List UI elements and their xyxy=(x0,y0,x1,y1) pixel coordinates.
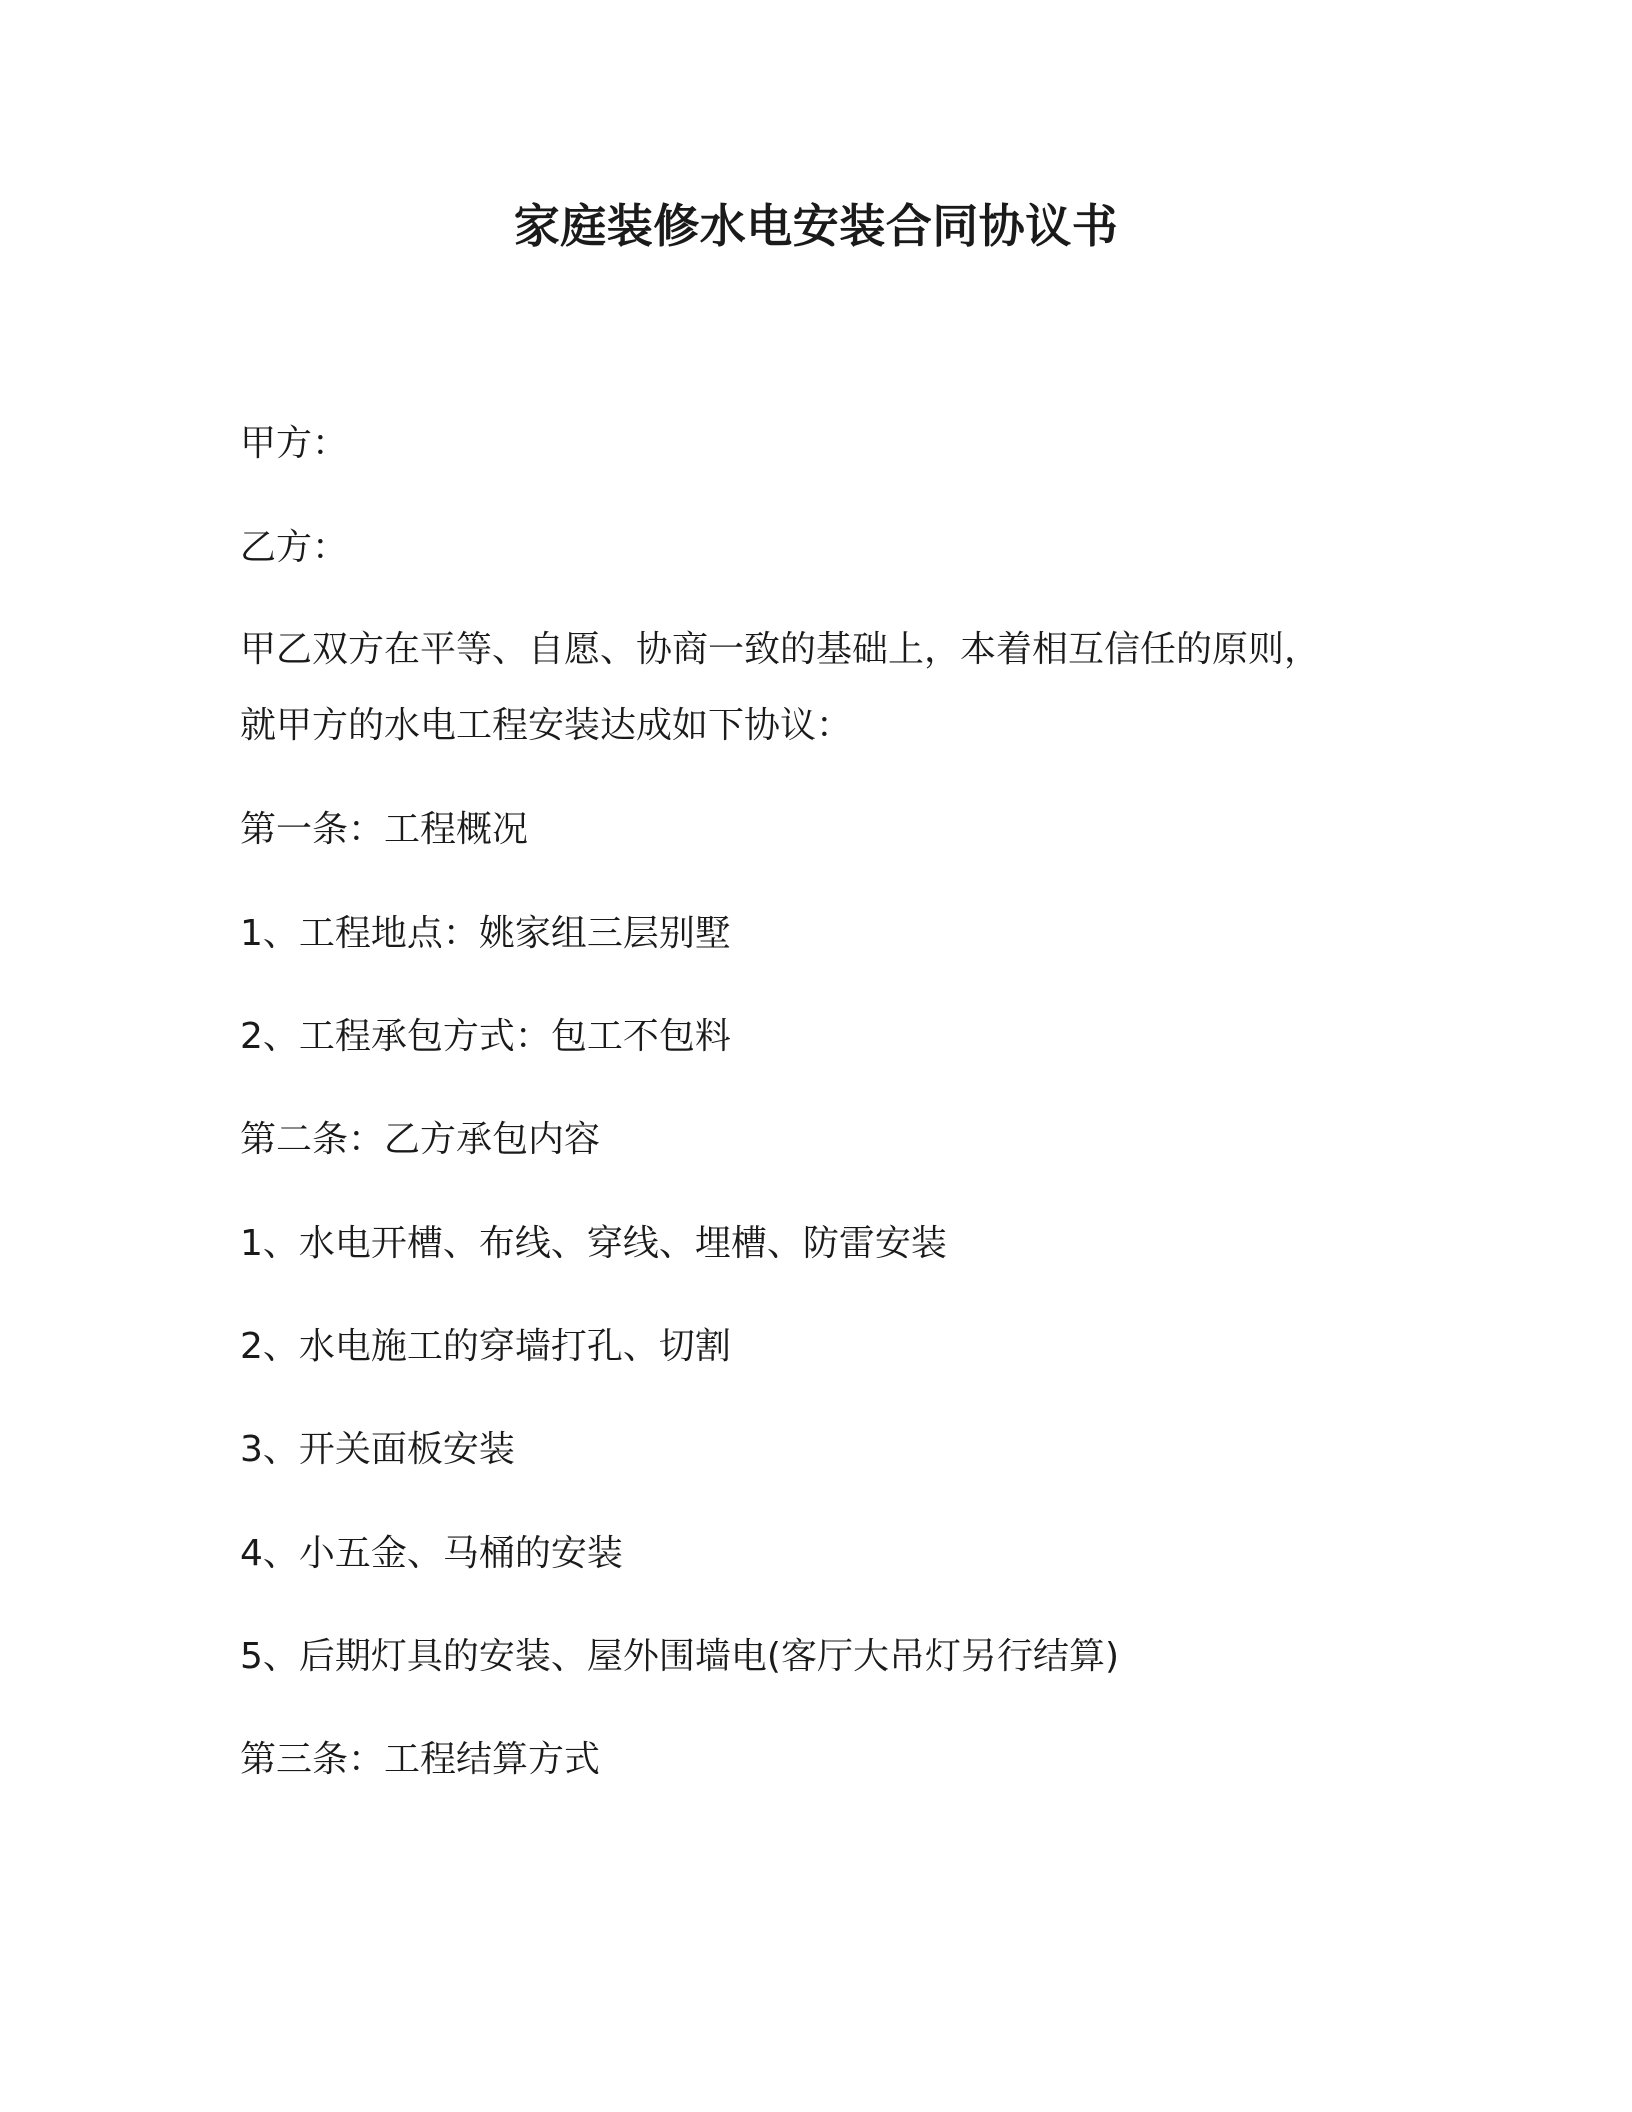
article-2-item-4: 4、小五金、马桶的安装 xyxy=(240,1533,623,1574)
article-2-item-5: 5、后期灯具的安装、屋外围墙电(客厅大吊灯另行结算) xyxy=(240,1636,1119,1677)
article-2-heading: 第二条：乙方承包内容 xyxy=(240,1119,601,1160)
party-a-label: 甲方： xyxy=(240,423,349,464)
intro-paragraph-line-1: 甲乙双方在平等、自愿、协商一致的基础上，本着相互信任的原则， xyxy=(240,629,1321,670)
article-2-item-2: 2、水电施工的穿墙打孔、切割 xyxy=(240,1326,731,1367)
article-3-heading: 第三条：工程结算方式 xyxy=(240,1739,601,1780)
party-b-label: 乙方： xyxy=(240,527,349,568)
article-1-item-1: 1、工程地点：姚家组三层别墅 xyxy=(240,913,731,954)
document-title: 家庭装修水电安装合同协议书 xyxy=(513,199,1119,253)
intro-paragraph-line-2: 就甲方的水电工程安装达成如下协议： xyxy=(240,705,853,746)
article-2-item-1: 1、水电开槽、布线、穿线、埋槽、防雷安装 xyxy=(240,1223,947,1264)
article-1-item-2: 2、工程承包方式：包工不包料 xyxy=(240,1016,731,1057)
article-1-heading: 第一条：工程概况 xyxy=(240,809,529,850)
article-2-item-3: 3、开关面板安装 xyxy=(240,1429,515,1470)
